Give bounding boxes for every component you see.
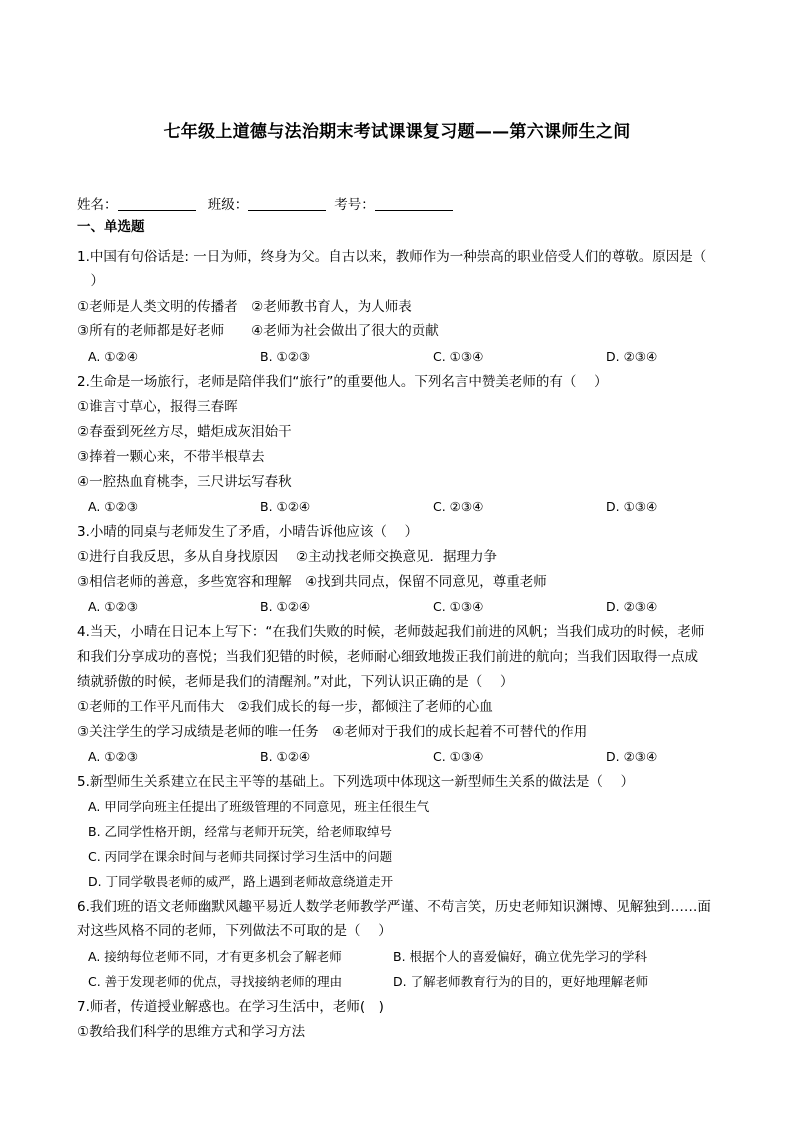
question-1-stem-line-2: ）: [77, 273, 104, 289]
section-heading: 一、单选题: [77, 219, 145, 235]
question-1-option-d[interactable]: D. ②③④: [606, 349, 658, 364]
question-5-option-c[interactable]: C. 丙同学在课余时间与老师共同探讨学习生活中的问题: [88, 849, 393, 864]
question-2-item: ②春蚕到死丝方尽，蜡炬成灰泪始干: [77, 424, 292, 440]
question-1-option-a[interactable]: A. ①②④: [88, 349, 138, 364]
class-blank[interactable]: [248, 196, 326, 211]
class-label: 班级：: [207, 197, 249, 213]
question-2-option-b[interactable]: B. ①②④: [260, 499, 311, 514]
question-4-stem-line-1: 4.当天，小晴在日记本上写下：“在我们失败的时候，老师鼓起我们前进的风帆；当我们成功的时候，老师: [77, 624, 705, 640]
question-3-option-d[interactable]: D. ②③④: [606, 599, 658, 614]
question-7-stem: 7.师者，传道授业解惑也。在学习生活中，老师( ): [77, 999, 384, 1015]
question-5-option-a[interactable]: A. 甲同学向班主任提出了班级管理的不同意见，班主任很生气: [88, 799, 430, 814]
question-6-option-a[interactable]: A. 接纳每位老师不同，才有更多机会了解老师: [88, 949, 342, 964]
exam-number-label: 考号：: [334, 197, 375, 213]
question-5-option-b[interactable]: B. 乙同学性格开朗，经常与老师开玩笑，给老师取绰号: [88, 824, 393, 839]
question-3-item: ①进行自我反思，多从自身找原因 ②主动找老师交换意见．据理力争: [77, 549, 497, 565]
question-1-option-b[interactable]: B. ①②③: [260, 349, 311, 364]
question-4-option-b[interactable]: B. ①②④: [260, 749, 311, 764]
question-3-option-c[interactable]: C. ①③④: [433, 599, 484, 614]
question-6-stem-line-1: 6.我们班的语文老师幽默风趣平易近人数学老师教学严谨、不苟言笑，历史老师知识渊博、见解独到……面: [77, 899, 711, 915]
question-5-stem: 5.新型师生关系建立在民主平等的基础上。下列选项中体现这一新型师生关系的做法是（ ）: [77, 774, 635, 790]
question-4-item: ①老师的工作平凡而伟大 ②我们成长的每一步，都倾注了老师的心血: [77, 699, 493, 715]
question-1-option-c[interactable]: C. ①③④: [433, 349, 484, 364]
question-6-stem-line-2: 对这些风格不同的老师，下列做法不可取的是（ ）: [77, 923, 392, 939]
name-label: 姓名：: [77, 197, 118, 213]
question-4-option-c[interactable]: C. ①③④: [433, 749, 484, 764]
question-3-option-a[interactable]: A. ①②③: [88, 599, 138, 614]
exam-number-blank[interactable]: [375, 196, 453, 211]
question-1-item: ①老师是人类文明的传播者 ②老师教书育人，为人师表: [77, 299, 412, 315]
question-4-stem-line-2: 和我们分享成功的喜悦；当我们犯错的时候，老师耐心细致地拨正我们前进的航向；当我们因取得一点成: [77, 649, 698, 665]
question-3-option-b[interactable]: B. ①②④: [260, 599, 311, 614]
question-4-option-d[interactable]: D. ②③④: [606, 749, 658, 764]
question-2-option-d[interactable]: D. ①③④: [606, 499, 658, 514]
question-4-stem-line-3: 绩就骄傲的时候，老师是我们的清醒剂。”对此，下列认识正确的是（ ）: [77, 674, 514, 690]
page-title: 七年级上道德与法治期末考试课课复习题——第六课师生之间: [163, 122, 631, 142]
question-1-item: ③所有的老师都是好老师 ④老师为社会做出了很大的贡献: [77, 323, 439, 339]
question-6-option-c[interactable]: C. 善于发现老师的优点，寻找接纳老师的理由: [88, 974, 343, 989]
question-5-option-d[interactable]: D. 丁同学敬畏老师的威严，路上遇到老师故意绕道走开: [88, 874, 394, 889]
question-6-option-b[interactable]: B. 根据个人的喜爱偏好，确立优先学习的学科: [393, 949, 648, 964]
question-7-item: ①教给我们科学的思维方式和学习方法: [77, 1024, 306, 1040]
question-2-item: ①谁言寸草心，报得三春晖: [77, 399, 238, 415]
question-1-stem-line-1: 1.中国有句俗话是: 一日为师，终身为父。自古以来，教师作为一种崇高的职业倍受人们的尊敬。原因是（: [77, 249, 707, 265]
question-2-stem: 2.生命是一场旅行，老师是陪伴我们“旅行”的重要他人。下列名言中赞美老师的有（ ）: [77, 374, 608, 390]
question-3-stem: 3.小晴的同桌与老师发生了矛盾，小晴告诉他应该（ ）: [77, 524, 419, 540]
question-6-option-d[interactable]: D. 了解老师教育行为的目的，更好地理解老师: [393, 974, 649, 989]
question-2-item: ③捧着一颗心来，不带半根草去: [77, 449, 265, 465]
question-2-option-c[interactable]: C. ②③④: [433, 499, 484, 514]
name-blank[interactable]: [118, 196, 196, 211]
question-4-option-a[interactable]: A. ①②③: [88, 749, 138, 764]
question-3-item: ③相信老师的善意，多些宽容和理解 ④找到共同点，保留不同意见，尊重老师: [77, 574, 547, 590]
student-info-row: [77, 193, 461, 213]
question-2-option-a[interactable]: A. ①②③: [88, 499, 138, 514]
question-4-item: ③关注学生的学习成绩是老师的唯一任务 ④老师对于我们的成长起着不可替代的作用: [77, 724, 588, 740]
question-2-item: ④一腔热血育桃李，三尺讲坛写春秋: [77, 474, 292, 490]
